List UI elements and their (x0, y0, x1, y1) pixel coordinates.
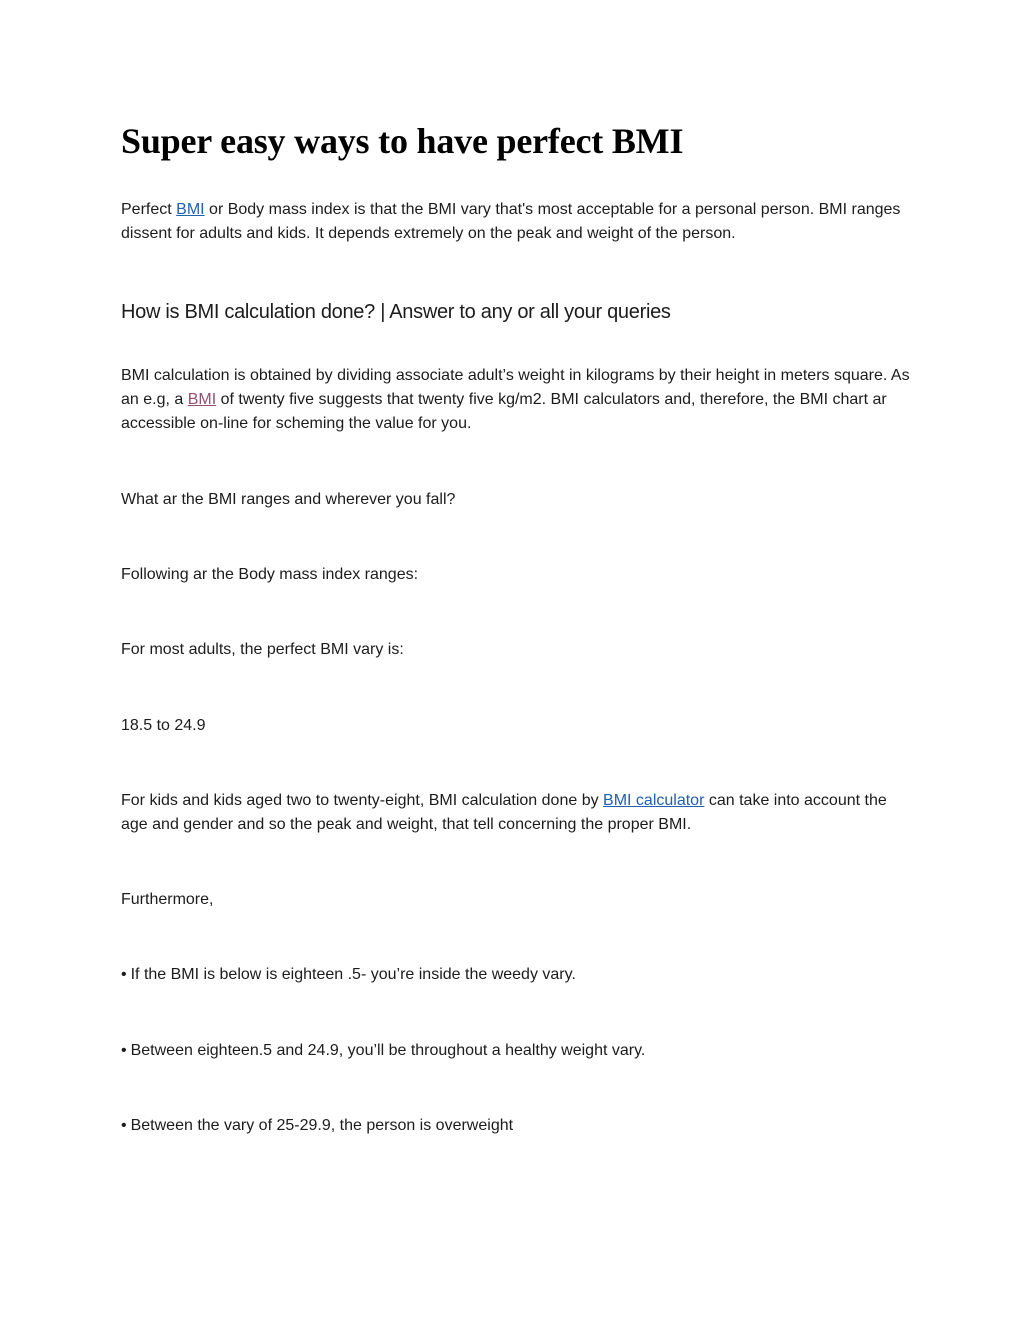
bullet-text: If the BMI is below is eighteen .5- you’re inside the weedy vary. (130, 966, 576, 983)
bullet-item (121, 1039, 911, 1063)
kids-paragraph (121, 789, 911, 837)
ranges-question: What ar the BMI ranges and wherever you fall? (121, 491, 456, 508)
intro-text-end: or Body mass index is that the BMI vary that's most acceptable for a personal person. BMI ranges dissent for adults and kids. It depends extremely on the peak and weight of the person. (121, 201, 901, 242)
following-line: Following ar the Body mass index ranges: (121, 566, 419, 583)
calculation-paragraph (121, 364, 911, 436)
calc-text-end: of twenty five suggests that twenty five kg/m2. BMI calculators and, therefore, the BMI chart ar accessible on-line for scheming the value for you. (121, 391, 887, 432)
bullet-text: Between eighteen.5 and 24.9, you’ll be throughout a healthy weight vary. (130, 1042, 646, 1059)
intro-text-start: Perfect (121, 201, 177, 218)
section-heading: How is BMI calculation done? | Answer to any or all your queries (121, 301, 671, 323)
adults-line: For most adults, the perfect BMI vary is: (121, 641, 404, 658)
adult-range: 18.5 to 24.9 (121, 717, 206, 734)
kids-text-start: For kids and kids aged two to twenty-eight, BMI calculation done by (121, 792, 604, 809)
bullet-item (121, 963, 911, 987)
bmi-link[interactable]: BMI (176, 201, 205, 218)
bullet-icon: • (121, 1042, 127, 1059)
bmi-visited-link[interactable]: BMI (187, 391, 217, 408)
kids-text-end: can take into account the age and gender and so the peak and weight, that tell concerning the proper BMI. (121, 792, 887, 833)
bullet-item (121, 1114, 911, 1138)
bullet-text: Between the vary of 25-29.9, the person is overweight (130, 1117, 514, 1134)
intro-paragraph (121, 198, 911, 246)
bullet-icon: • (121, 966, 127, 983)
page-title: Super easy ways to have perfect BMI (121, 121, 684, 161)
furthermore-line: Furthermore, (121, 891, 214, 908)
bullet-icon: • (121, 1117, 127, 1134)
calc-text-start: BMI calculation is obtained by dividing associate adult’s weight in kilograms by their height in meters square. As an e.g, a (121, 367, 910, 408)
bmi-calculator-link[interactable]: BMI calculator (603, 792, 705, 809)
